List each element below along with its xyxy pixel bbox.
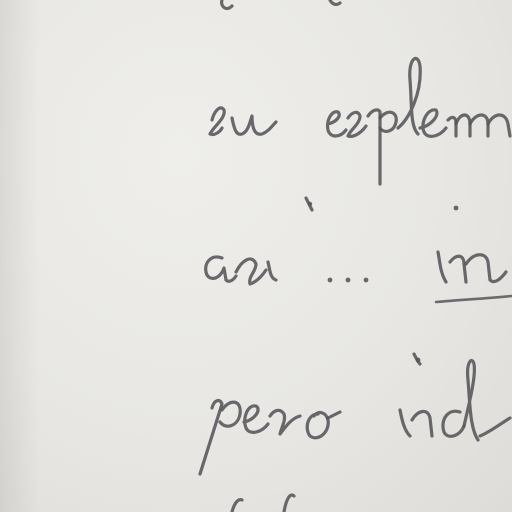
line-2-handwriting — [206, 198, 512, 302]
line-1-handwriting — [210, 58, 510, 184]
line-3-handwriting — [200, 354, 510, 474]
bottom-partial-strokes — [232, 495, 294, 512]
top-descender-strokes — [222, 0, 340, 8]
